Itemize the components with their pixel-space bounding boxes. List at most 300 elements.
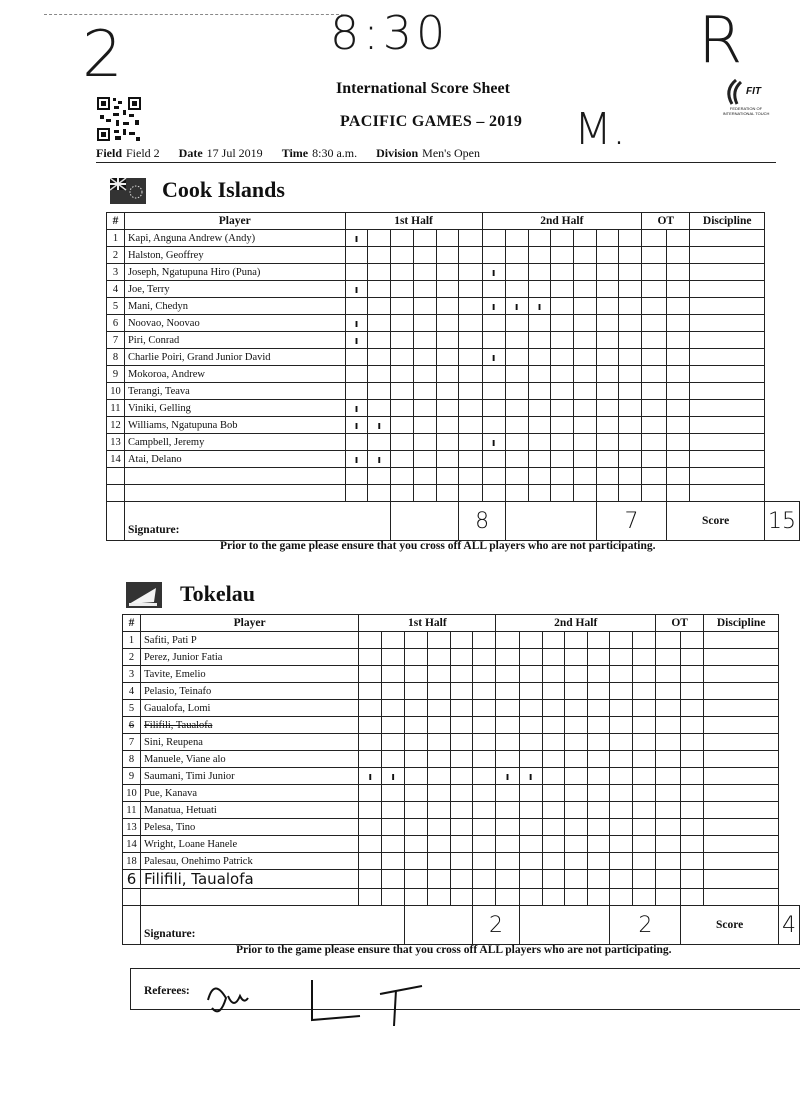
second-half-cell — [574, 417, 597, 434]
second-half-cell — [587, 836, 610, 853]
second-half-cell — [542, 768, 565, 785]
second-half-header: 2nd Half — [496, 615, 656, 632]
ot-cell — [656, 666, 681, 683]
second-half-cell — [587, 751, 610, 768]
second-half-cell — [528, 281, 551, 298]
second-half-cell — [619, 332, 642, 349]
first-half-cell — [405, 632, 428, 649]
second-half-cell — [619, 349, 642, 366]
second-half-cell — [505, 468, 528, 485]
first-half-cell — [450, 802, 473, 819]
first-half-cell — [391, 332, 414, 349]
first-half-cell — [405, 717, 428, 734]
first-half-cell — [382, 853, 405, 870]
second-half-cell — [482, 332, 505, 349]
ot-cell — [667, 315, 690, 332]
second-half-cell — [610, 666, 633, 683]
first-half-cell — [450, 836, 473, 853]
second-half-cell — [519, 734, 542, 751]
first-half-cell — [345, 485, 368, 502]
division-label: Division — [376, 146, 419, 160]
discipline-header: Discipline — [704, 615, 779, 632]
second-half-cell — [596, 417, 619, 434]
second-half-cell — [496, 785, 519, 802]
second-half-cell — [565, 700, 588, 717]
ot-cell — [656, 870, 681, 889]
division-value: Men's Open — [422, 146, 480, 160]
player-name: Manuele, Viane alo — [140, 751, 358, 768]
ot-cell — [642, 417, 667, 434]
divider — [96, 162, 776, 163]
player-header: Player — [124, 213, 345, 230]
second-half-cell — [551, 230, 574, 247]
qr-code-icon — [96, 96, 142, 142]
second-half-cell — [496, 836, 519, 853]
first-half-cell — [413, 417, 436, 434]
discipline-cell — [690, 417, 765, 434]
first-half-cell — [405, 649, 428, 666]
second-half-cell — [574, 434, 597, 451]
ot-cell — [681, 683, 704, 700]
player-row — [123, 683, 800, 700]
second-half-cell — [610, 734, 633, 751]
second-half-cell — [551, 383, 574, 400]
second-half-cell — [519, 889, 542, 906]
player-name: Saumani, Timi Junior — [140, 768, 358, 785]
discipline-cell — [690, 298, 765, 315]
second-half-cell — [596, 383, 619, 400]
discipline-cell — [690, 383, 765, 400]
first-half-cell — [450, 649, 473, 666]
second-half-cell — [633, 683, 656, 700]
player-number: 10 — [123, 785, 141, 802]
discipline-cell — [704, 666, 779, 683]
second-half-cell — [596, 468, 619, 485]
first-half-cell — [473, 683, 496, 700]
first-half-cell — [382, 734, 405, 751]
first-half-cell — [391, 264, 414, 281]
first-half-cell — [413, 349, 436, 366]
player-name: Viniki, Gelling — [124, 400, 345, 417]
first-half-cell — [405, 751, 428, 768]
second-half-cell — [542, 889, 565, 906]
first-half-cell — [359, 751, 382, 768]
player-name — [124, 485, 345, 502]
second-half-cell — [633, 734, 656, 751]
player-number: 6 — [123, 870, 141, 889]
first-half-cell: ı — [359, 768, 382, 785]
second-half-cell — [565, 836, 588, 853]
player-row — [107, 400, 800, 417]
player-name: Williams, Ngatupuna Bob — [124, 417, 345, 434]
second-half-cell — [551, 281, 574, 298]
player-number: 12 — [107, 417, 125, 434]
discipline-cell — [690, 315, 765, 332]
first-half-cell — [345, 434, 368, 451]
second-half-cell — [482, 485, 505, 502]
player-name: Perez, Junior Fatia — [140, 649, 358, 666]
discipline-header: Discipline — [690, 213, 765, 230]
player-row — [107, 332, 800, 349]
first-half-cell — [427, 870, 450, 889]
ot-cell — [656, 785, 681, 802]
player-row — [123, 785, 800, 802]
second-half-cell — [519, 649, 542, 666]
second-half-cell — [551, 332, 574, 349]
player-row — [107, 451, 800, 468]
second-half-cell — [610, 700, 633, 717]
second-half-cell: ı — [482, 298, 505, 315]
second-half-cell — [528, 349, 551, 366]
first-half-cell — [382, 751, 405, 768]
ot-cell — [681, 700, 704, 717]
second-half-cell — [482, 247, 505, 264]
discipline-cell — [704, 870, 779, 889]
player-row — [123, 700, 800, 717]
first-half-cell — [413, 400, 436, 417]
player-number: 2 — [123, 649, 141, 666]
first-half-cell — [427, 632, 450, 649]
ot-cell — [667, 298, 690, 315]
second-half-cell — [619, 230, 642, 247]
second-half-cell — [610, 870, 633, 889]
discipline-cell — [704, 734, 779, 751]
first-half-cell — [405, 683, 428, 700]
first-half-cell — [382, 802, 405, 819]
player-name: Safiti, Pati P — [140, 632, 358, 649]
player-name: Wright, Loane Hanele — [140, 836, 358, 853]
second-half-cell — [482, 451, 505, 468]
second-half-cell: ı — [482, 264, 505, 281]
sheet-subtitle: PACIFIC GAMES – 2019 — [340, 113, 523, 130]
second-half-cell — [610, 836, 633, 853]
second-half-cell — [505, 247, 528, 264]
second-half-cell — [610, 632, 633, 649]
second-half-cell — [565, 768, 588, 785]
final-score: 15 — [765, 502, 800, 541]
player-row — [123, 853, 800, 870]
player-number: 11 — [123, 802, 141, 819]
first-half-cell — [368, 485, 391, 502]
second-half-cell — [633, 649, 656, 666]
first-half-cell — [382, 819, 405, 836]
first-half-cell — [473, 836, 496, 853]
second-half-cell — [587, 802, 610, 819]
second-half-cell — [519, 836, 542, 853]
second-half-cell — [505, 485, 528, 502]
first-half-cell — [459, 247, 482, 264]
first-half-cell — [473, 853, 496, 870]
player-name: Palesau, Onehimo Patrick — [140, 853, 358, 870]
ot-cell — [681, 870, 704, 889]
second-half-cell — [574, 298, 597, 315]
first-half-cell — [391, 281, 414, 298]
date-value: 17 Jul 2019 — [206, 146, 263, 160]
second-half-cell — [542, 819, 565, 836]
ot-cell — [656, 802, 681, 819]
player-row — [107, 383, 800, 400]
first-half-cell — [382, 785, 405, 802]
scan-line — [44, 14, 344, 16]
discipline-cell — [690, 332, 765, 349]
first-half-cell — [413, 298, 436, 315]
first-half-cell — [473, 870, 496, 889]
ot-cell — [656, 751, 681, 768]
player-number: 1 — [107, 230, 125, 247]
discipline-cell — [704, 632, 779, 649]
referee-signature — [200, 970, 440, 1030]
first-half-cell — [391, 383, 414, 400]
second-half-cell — [542, 632, 565, 649]
first-half-cell — [391, 230, 414, 247]
discipline-cell — [704, 819, 779, 836]
second-half-cell — [551, 417, 574, 434]
second-half-cell — [574, 383, 597, 400]
discipline-cell — [690, 281, 765, 298]
first-half-cell — [368, 315, 391, 332]
ot-cell — [642, 383, 667, 400]
second-half-cell — [528, 332, 551, 349]
ot-cell — [667, 468, 690, 485]
second-half-cell: ı — [496, 768, 519, 785]
second-half-cell — [587, 734, 610, 751]
second-half-cell — [551, 264, 574, 281]
second-half-cell — [633, 870, 656, 889]
second-half-cell — [551, 298, 574, 315]
second-half-cell — [633, 751, 656, 768]
ot-cell — [681, 768, 704, 785]
player-number: 6 — [123, 717, 141, 734]
prior-note-2: Prior to the game please ensure that you cross off ALL players who are not participating. — [236, 944, 672, 956]
second-half-cell — [542, 870, 565, 889]
signature-row — [123, 906, 800, 945]
second-half-cell — [505, 400, 528, 417]
ot-cell — [656, 700, 681, 717]
ot-cell — [642, 281, 667, 298]
ot-cell — [667, 434, 690, 451]
ot-cell — [667, 349, 690, 366]
player-number: 6 — [107, 315, 125, 332]
second-half-cell — [596, 230, 619, 247]
player-number: 3 — [107, 264, 125, 281]
second-half-header: 2nd Half — [482, 213, 642, 230]
second-half-cell — [482, 417, 505, 434]
player-number: 4 — [123, 683, 141, 700]
second-half-cell — [574, 281, 597, 298]
player-name: Kapi, Anguna Andrew (Andy) — [124, 230, 345, 247]
second-half-cell — [496, 717, 519, 734]
second-half-cell — [610, 768, 633, 785]
second-half-cell — [619, 315, 642, 332]
second-half-cell — [496, 751, 519, 768]
second-half-cell — [596, 434, 619, 451]
second-half-cell — [565, 785, 588, 802]
first-half-cell — [459, 349, 482, 366]
second-half-cell — [587, 889, 610, 906]
second-half-cell — [565, 683, 588, 700]
second-half-cell — [619, 264, 642, 281]
second-half-cell — [619, 468, 642, 485]
ot-cell — [656, 768, 681, 785]
first-half-cell — [450, 819, 473, 836]
first-half-cell — [427, 734, 450, 751]
second-half-cell — [482, 230, 505, 247]
first-half-cell — [359, 802, 382, 819]
handwritten-time: 8:30 — [330, 6, 450, 60]
second-half-cell — [496, 632, 519, 649]
first-half-cell — [436, 281, 459, 298]
first-half-cell — [368, 349, 391, 366]
first-half-cell — [382, 717, 405, 734]
first-half-cell — [473, 632, 496, 649]
ot-cell — [681, 785, 704, 802]
first-half-cell — [382, 632, 405, 649]
first-half-cell — [427, 785, 450, 802]
player-row — [123, 666, 800, 683]
discipline-cell — [690, 264, 765, 281]
second-half-cell — [619, 366, 642, 383]
ot-header: OT — [642, 213, 690, 230]
first-half-cell — [413, 230, 436, 247]
second-half-cell — [619, 485, 642, 502]
first-half-cell — [459, 298, 482, 315]
second-half-cell — [574, 451, 597, 468]
second-half-cell — [551, 315, 574, 332]
discipline-cell — [704, 649, 779, 666]
signature-field — [405, 906, 473, 945]
second-half-cell — [542, 666, 565, 683]
second-half-cell — [519, 819, 542, 836]
ot-cell — [642, 434, 667, 451]
second-half-cell — [633, 666, 656, 683]
first-half-cell — [427, 751, 450, 768]
player-name: Campbell, Jeremy — [124, 434, 345, 451]
second-half-cell — [519, 700, 542, 717]
second-half-cell — [610, 751, 633, 768]
first-half-header: 1st Half — [345, 213, 482, 230]
discipline-cell — [704, 853, 779, 870]
first-half-cell — [359, 889, 382, 906]
second-half-cell — [565, 802, 588, 819]
first-half-cell — [436, 315, 459, 332]
second-half-cell — [551, 468, 574, 485]
first-half-cell — [413, 468, 436, 485]
ot-cell — [656, 836, 681, 853]
ot-cell — [681, 649, 704, 666]
second-half-cell — [482, 400, 505, 417]
ot-cell — [656, 632, 681, 649]
second-half-cell — [587, 632, 610, 649]
first-half-cell — [368, 298, 391, 315]
first-half-cell — [427, 819, 450, 836]
player-row — [123, 889, 800, 906]
second-half-cell — [587, 768, 610, 785]
player-name: Joe, Terry — [124, 281, 345, 298]
player-name: Noovao, Noovao — [124, 315, 345, 332]
player-row — [123, 751, 800, 768]
player-number: 2 — [107, 247, 125, 264]
first-half-cell — [473, 768, 496, 785]
first-half-cell — [405, 666, 428, 683]
second-half-cell — [574, 349, 597, 366]
second-half-cell — [610, 802, 633, 819]
first-half-cell — [345, 383, 368, 400]
first-half-cell — [459, 383, 482, 400]
player-number: 5 — [123, 700, 141, 717]
first-half-cell — [473, 666, 496, 683]
player-row — [107, 315, 800, 332]
first-half-cell — [436, 247, 459, 264]
second-half-cell — [596, 366, 619, 383]
first-half-cell — [427, 649, 450, 666]
player-number: 8 — [123, 751, 141, 768]
second-half-cell — [528, 247, 551, 264]
first-half-header: 1st Half — [359, 615, 496, 632]
first-half-cell — [368, 366, 391, 383]
discipline-cell — [704, 802, 779, 819]
ot-cell — [656, 853, 681, 870]
ot-cell — [642, 264, 667, 281]
first-half-cell — [450, 683, 473, 700]
second-half-cell — [565, 666, 588, 683]
first-half-cell — [473, 717, 496, 734]
ot-cell — [667, 332, 690, 349]
first-half-cell — [427, 717, 450, 734]
player-number: 14 — [107, 451, 125, 468]
first-half-cell — [359, 734, 382, 751]
second-half-cell — [528, 468, 551, 485]
second-half-cell — [565, 717, 588, 734]
second-half-cell — [596, 298, 619, 315]
second-half-cell — [610, 649, 633, 666]
first-half-cell — [368, 468, 391, 485]
second-half-cell — [528, 417, 551, 434]
player-name: Charlie Poiri, Grand Junior David — [124, 349, 345, 366]
logo-caption: FEDERATION OF INTERNATIONAL TOUCH — [722, 106, 770, 116]
field-value: Field 2 — [126, 146, 160, 160]
second-half-cell — [519, 853, 542, 870]
second-half-cell — [542, 649, 565, 666]
discipline-cell — [704, 683, 779, 700]
second-half-cell — [565, 632, 588, 649]
player-row — [107, 281, 800, 298]
first-half-cell — [391, 434, 414, 451]
player-number: 13 — [107, 434, 125, 451]
first-half-cell — [359, 819, 382, 836]
second-half-cell — [519, 683, 542, 700]
first-half-cell — [345, 247, 368, 264]
player-row — [123, 802, 800, 819]
first-half-cell — [405, 700, 428, 717]
first-half-cell — [359, 700, 382, 717]
first-half-cell — [436, 264, 459, 281]
handwritten-r: R — [698, 4, 743, 78]
signature-label: Signature: — [124, 502, 390, 541]
second-half-cell — [519, 785, 542, 802]
first-half-cell — [450, 853, 473, 870]
first-half-cell — [382, 889, 405, 906]
first-half-cell — [459, 281, 482, 298]
second-half-cell — [505, 451, 528, 468]
second-half-cell — [482, 281, 505, 298]
first-half-cell — [427, 666, 450, 683]
first-half-cell — [436, 451, 459, 468]
first-half-cell — [391, 485, 414, 502]
discipline-cell — [704, 889, 779, 906]
second-half-cell — [505, 281, 528, 298]
first-half-total: 8 — [459, 502, 505, 541]
player-number: 4 — [107, 281, 125, 298]
